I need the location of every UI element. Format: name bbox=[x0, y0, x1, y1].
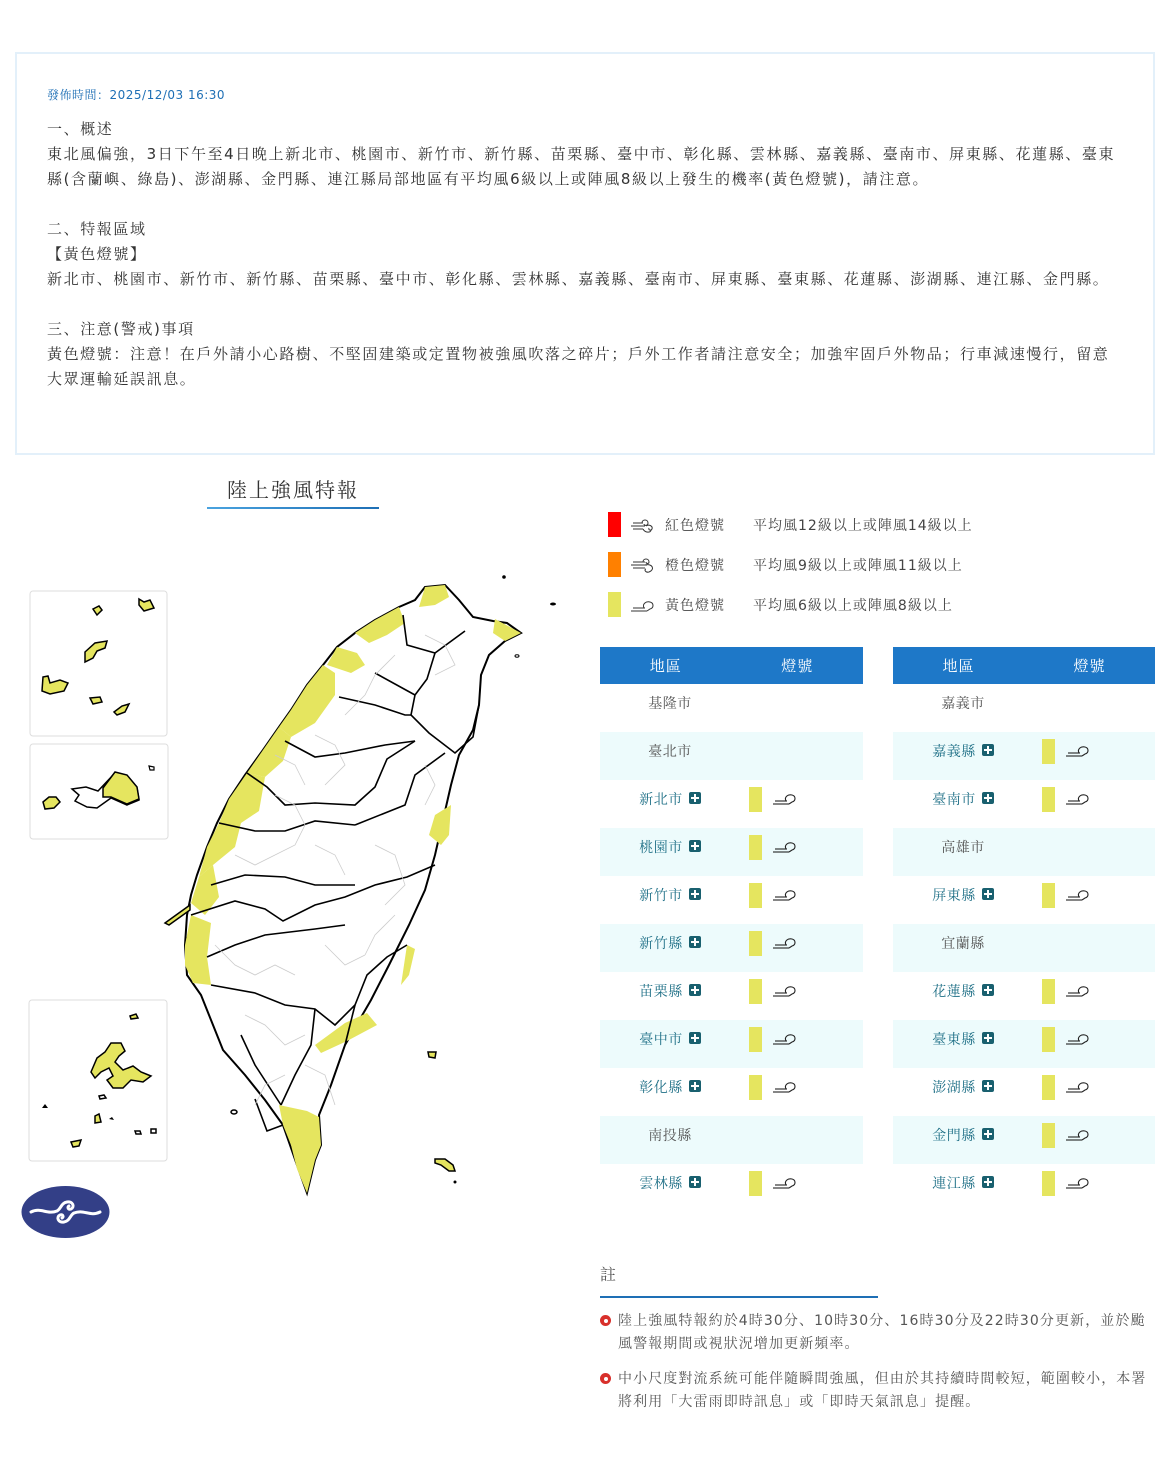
region-name[interactable]: 新竹市 bbox=[639, 888, 683, 904]
legend-swatch-yellow bbox=[608, 592, 621, 617]
strong-wind-yellow-icon bbox=[1064, 739, 1092, 761]
island-pengjia bbox=[502, 575, 506, 579]
legend-name-red: 紅色燈號 bbox=[665, 517, 725, 534]
yellow-signal-bar bbox=[1042, 739, 1055, 764]
taiwan-map-svg bbox=[15, 505, 575, 1250]
signal-cell bbox=[740, 1020, 863, 1068]
expand-plus-icon[interactable] bbox=[982, 1128, 994, 1140]
region-name[interactable]: 花蓮縣 bbox=[932, 984, 976, 1000]
region-name-cell bbox=[600, 1116, 740, 1164]
strong-wind-orange-icon bbox=[629, 555, 657, 575]
table-row bbox=[893, 828, 1155, 876]
cwa-logo-icon bbox=[21, 1185, 110, 1239]
table-row bbox=[893, 732, 1155, 780]
region-name-cell[interactable] bbox=[893, 1068, 1033, 1116]
yellow-signal-bar bbox=[1042, 979, 1055, 1004]
strong-wind-yellow-icon bbox=[1064, 787, 1092, 809]
signal-legend bbox=[608, 512, 973, 632]
region-name[interactable]: 臺南市 bbox=[932, 792, 976, 808]
table-row bbox=[893, 924, 1155, 972]
yellow-signal-bar bbox=[1042, 1171, 1055, 1196]
signal-cell bbox=[740, 684, 863, 732]
section-overview-text: 東北風偏強，3日下午至4日晚上新北市、桃園市、新竹市、新竹縣、苗栗縣、臺中市、彰化縣、雲林縣、嘉義縣、臺南市、屏東縣、花蓮縣、臺東縣(含蘭嶼、綠島)、澎湖縣、金門縣、連江縣局部地區有平均風6級以上或陣風8級以上發生的機率(黃色燈號)，請注意。 bbox=[47, 145, 1116, 188]
signal-cell bbox=[740, 1116, 863, 1164]
section-area-title: 二、特報區域 bbox=[47, 220, 147, 238]
table-row bbox=[893, 684, 1155, 732]
signal-cell bbox=[740, 828, 863, 876]
table-row bbox=[893, 780, 1155, 828]
section-area-text: 新北市、桃園市、新竹市、新竹縣、苗栗縣、臺中市、彰化縣、雲林縣、嘉義縣、臺南市、屏東縣、臺東縣、花蓮縣、澎湖縣、連江縣、金門縣。 bbox=[47, 270, 1110, 288]
signal-cell bbox=[740, 924, 863, 972]
expand-plus-icon[interactable] bbox=[689, 1080, 701, 1092]
notice-body bbox=[47, 117, 1123, 392]
table-row bbox=[893, 1020, 1155, 1068]
strong-wind-yellow-icon bbox=[1064, 1171, 1092, 1193]
warning-notice-panel bbox=[15, 52, 1155, 455]
table-row bbox=[600, 1068, 863, 1116]
legend-row-orange bbox=[608, 552, 973, 577]
yellow-signal-bar bbox=[749, 835, 762, 860]
region-name[interactable]: 雲林縣 bbox=[639, 1176, 683, 1192]
strong-wind-yellow-icon bbox=[771, 979, 799, 1001]
signal-cell bbox=[1033, 1068, 1155, 1116]
legend-swatch-orange bbox=[608, 552, 621, 577]
signal-cell bbox=[1033, 1164, 1155, 1212]
table-row bbox=[600, 780, 863, 828]
region-name-cell[interactable] bbox=[893, 876, 1033, 924]
region-name[interactable]: 彰化縣 bbox=[639, 1080, 683, 1096]
region-name[interactable]: 臺東縣 bbox=[932, 1032, 976, 1048]
signal-cell bbox=[1033, 972, 1155, 1020]
expand-plus-icon[interactable] bbox=[982, 888, 994, 900]
inset-penghu[interactable] bbox=[29, 1000, 167, 1161]
strong-wind-red-icon bbox=[629, 515, 657, 535]
legend-desc-yellow: 平均風6級以上或陣風8級以上 bbox=[753, 597, 953, 614]
region-name-cell[interactable] bbox=[600, 1164, 740, 1212]
col-header-signal: 燈號 bbox=[781, 657, 814, 675]
table-row bbox=[600, 972, 863, 1020]
table-row bbox=[600, 732, 863, 780]
section-caution-text: 黃色燈號：注意！在戶外請小心路樹、不堅固建築或定置物被強風吹落之碎片；戶外工作者請注意安全；加強牢固戶外物品；行車減速慢行，留意大眾運輸延誤訊息。 bbox=[47, 345, 1110, 388]
map-title: 陸上強風特報 bbox=[227, 478, 359, 502]
table-header bbox=[600, 647, 863, 684]
taiwan-main-island[interactable] bbox=[165, 585, 521, 1193]
table-row bbox=[600, 876, 863, 924]
col-header-area: 地區 bbox=[942, 657, 975, 675]
signal-cell bbox=[1033, 732, 1155, 780]
expand-plus-icon[interactable] bbox=[689, 792, 701, 804]
yellow-signal-bar bbox=[749, 1027, 762, 1052]
signal-cell bbox=[740, 780, 863, 828]
region-name-cell[interactable] bbox=[893, 780, 1033, 828]
col-header-signal: 燈號 bbox=[1073, 657, 1106, 675]
yellow-signal-bar bbox=[1042, 883, 1055, 908]
note-text: 陸上強風特報約於4時30分、10時30分、16時30分及22時30分更新，並於颱風警報期間或視狀況增加更新頻率。 bbox=[618, 1313, 1146, 1352]
table-header bbox=[893, 647, 1155, 684]
table-row bbox=[893, 1116, 1155, 1164]
expand-plus-icon[interactable] bbox=[982, 984, 994, 996]
region-name-cell[interactable] bbox=[600, 1068, 740, 1116]
region-name-cell[interactable] bbox=[600, 972, 740, 1020]
region-name-cell[interactable] bbox=[600, 924, 740, 972]
region-name[interactable]: 澎湖縣 bbox=[932, 1080, 976, 1096]
signal-cell bbox=[740, 972, 863, 1020]
expand-plus-icon[interactable] bbox=[689, 1032, 701, 1044]
yellow-signal-bar bbox=[1042, 787, 1055, 812]
table-row bbox=[893, 1068, 1155, 1116]
signal-cell bbox=[740, 1164, 863, 1212]
strong-wind-yellow-icon bbox=[1064, 979, 1092, 1001]
region-name-cell[interactable] bbox=[893, 972, 1033, 1020]
strong-wind-yellow-icon bbox=[1064, 1123, 1092, 1145]
legend-row-red bbox=[608, 512, 973, 537]
table-row bbox=[600, 924, 863, 972]
strong-wind-yellow-icon bbox=[771, 1027, 799, 1049]
expand-plus-icon[interactable] bbox=[689, 888, 701, 900]
island-green-island bbox=[428, 1052, 436, 1058]
expand-plus-icon[interactable] bbox=[689, 984, 701, 996]
strong-wind-yellow-icon bbox=[1064, 1027, 1092, 1049]
region-name-cell bbox=[893, 684, 1033, 732]
region-name-cell bbox=[893, 828, 1033, 876]
yellow-signal-bar bbox=[749, 931, 762, 956]
expand-plus-icon[interactable] bbox=[982, 1032, 994, 1044]
table-row bbox=[600, 828, 863, 876]
yellow-signal-bar bbox=[1042, 1075, 1055, 1100]
region-name[interactable]: 新北市 bbox=[639, 792, 683, 808]
map-title-block bbox=[207, 474, 379, 509]
note-text: 中小尺度對流系統可能伴隨瞬間強風，但由於其持續時間較短，範圍較小，本署將利用「大雷雨即時訊息」或「即時天氣訊息」提醒。 bbox=[618, 1371, 1147, 1410]
island-liuqiu bbox=[231, 1110, 237, 1114]
col-header-area: 地區 bbox=[649, 657, 682, 675]
table-row bbox=[893, 972, 1155, 1020]
yellow-signal-bar bbox=[749, 787, 762, 812]
notes-section bbox=[600, 1262, 1155, 1414]
signal-cell bbox=[740, 1068, 863, 1116]
region-table-left bbox=[600, 647, 863, 1212]
yellow-signal-bar bbox=[1042, 1027, 1055, 1052]
region-name-cell[interactable] bbox=[600, 1020, 740, 1068]
region-name[interactable]: 連江縣 bbox=[932, 1176, 976, 1192]
region-name-cell bbox=[600, 732, 740, 780]
notes-title: 註 bbox=[600, 1262, 878, 1298]
region-name[interactable]: 嘉義縣 bbox=[932, 744, 976, 760]
table-row bbox=[600, 1164, 863, 1212]
legend-row-yellow bbox=[608, 592, 973, 617]
expand-plus-icon[interactable] bbox=[689, 1176, 701, 1188]
region-name[interactable]: 臺中市 bbox=[639, 1032, 683, 1048]
region-name: 宜蘭縣 bbox=[941, 936, 985, 952]
signal-cell bbox=[1033, 1020, 1155, 1068]
region-name-cell[interactable] bbox=[600, 828, 740, 876]
expand-plus-icon[interactable] bbox=[982, 1080, 994, 1092]
region-name[interactable]: 桃園市 bbox=[639, 840, 683, 856]
yellow-signal-bar bbox=[749, 979, 762, 1004]
section-overview-title: 一、概述 bbox=[47, 120, 114, 138]
strong-wind-yellow-icon bbox=[771, 835, 799, 857]
region-name-cell[interactable] bbox=[893, 1020, 1033, 1068]
expand-plus-icon[interactable] bbox=[982, 1176, 994, 1188]
strong-wind-yellow-icon bbox=[771, 883, 799, 905]
region-name-cell bbox=[600, 684, 740, 732]
signal-cell bbox=[1033, 780, 1155, 828]
strong-wind-yellow-icon bbox=[771, 787, 799, 809]
legend-name-yellow: 黃色燈號 bbox=[665, 597, 725, 614]
expand-plus-icon[interactable] bbox=[982, 792, 994, 804]
table-row bbox=[600, 1116, 863, 1164]
inset-matsu[interactable] bbox=[30, 591, 167, 736]
signal-cell bbox=[1033, 924, 1155, 972]
region-name-cell bbox=[893, 924, 1033, 972]
signal-cell bbox=[1033, 828, 1155, 876]
strong-wind-yellow-icon bbox=[629, 595, 657, 615]
signal-cell bbox=[740, 876, 863, 924]
island-orchid-island bbox=[435, 1159, 455, 1171]
section-area-signal: 【黃色燈號】 bbox=[47, 245, 147, 263]
yellow-signal-bar bbox=[1042, 1123, 1055, 1148]
region-name: 臺北市 bbox=[648, 744, 692, 760]
issue-time: 發佈時間：2025/12/03 16:30 bbox=[47, 88, 226, 102]
region-name: 南投縣 bbox=[648, 1128, 692, 1144]
bullet-icon bbox=[600, 1368, 618, 1414]
section-caution-title: 三、注意(警戒)事項 bbox=[47, 320, 195, 338]
region-name: 基隆市 bbox=[648, 696, 692, 712]
region-name[interactable]: 苗栗縣 bbox=[639, 984, 683, 1000]
note-item bbox=[600, 1310, 1155, 1356]
strong-wind-yellow-icon bbox=[771, 1171, 799, 1193]
region-name[interactable]: 屏東縣 bbox=[932, 888, 976, 904]
note-item bbox=[600, 1368, 1155, 1414]
expand-plus-icon[interactable] bbox=[689, 936, 701, 948]
taiwan-warning-map[interactable] bbox=[15, 505, 575, 1250]
strong-wind-yellow-icon bbox=[771, 931, 799, 953]
legend-name-orange: 橙色燈號 bbox=[665, 557, 725, 574]
legend-desc-orange: 平均風9級以上或陣風11級以上 bbox=[753, 557, 963, 574]
legend-swatch-red bbox=[608, 512, 621, 537]
strong-wind-yellow-icon bbox=[771, 1075, 799, 1097]
region-name-cell[interactable] bbox=[600, 876, 740, 924]
table-row bbox=[600, 1020, 863, 1068]
strong-wind-yellow-icon bbox=[1064, 883, 1092, 905]
strong-wind-yellow-icon bbox=[1064, 1075, 1092, 1097]
region-name[interactable]: 金門縣 bbox=[932, 1128, 976, 1144]
signal-cell bbox=[1033, 876, 1155, 924]
island-guishan bbox=[515, 655, 519, 657]
signal-cell bbox=[1033, 684, 1155, 732]
region-table-right bbox=[893, 647, 1155, 1212]
island-mianhua bbox=[550, 603, 556, 606]
yellow-signal-bar bbox=[749, 1075, 762, 1100]
signal-cell bbox=[740, 732, 863, 780]
region-name: 高雄市 bbox=[941, 840, 985, 856]
region-name[interactable]: 新竹縣 bbox=[639, 936, 683, 952]
expand-plus-icon[interactable] bbox=[689, 840, 701, 852]
region-name-cell[interactable] bbox=[600, 780, 740, 828]
table-row bbox=[893, 876, 1155, 924]
region-name-cell[interactable] bbox=[893, 1116, 1033, 1164]
table-row bbox=[600, 684, 863, 732]
region-name-cell[interactable] bbox=[893, 1164, 1033, 1212]
legend-desc-red: 平均風12級以上或陣風14級以上 bbox=[753, 517, 973, 534]
inset-kinmen[interactable] bbox=[30, 744, 168, 839]
table-row bbox=[893, 1164, 1155, 1212]
bullet-icon bbox=[600, 1310, 618, 1356]
region-name-cell[interactable] bbox=[893, 732, 1033, 780]
region-name: 嘉義市 bbox=[941, 696, 985, 712]
yellow-signal-bar bbox=[749, 1171, 762, 1196]
island-little-orchid bbox=[454, 1181, 457, 1184]
expand-plus-icon[interactable] bbox=[982, 744, 994, 756]
signal-cell bbox=[1033, 1116, 1155, 1164]
yellow-signal-bar bbox=[749, 883, 762, 908]
